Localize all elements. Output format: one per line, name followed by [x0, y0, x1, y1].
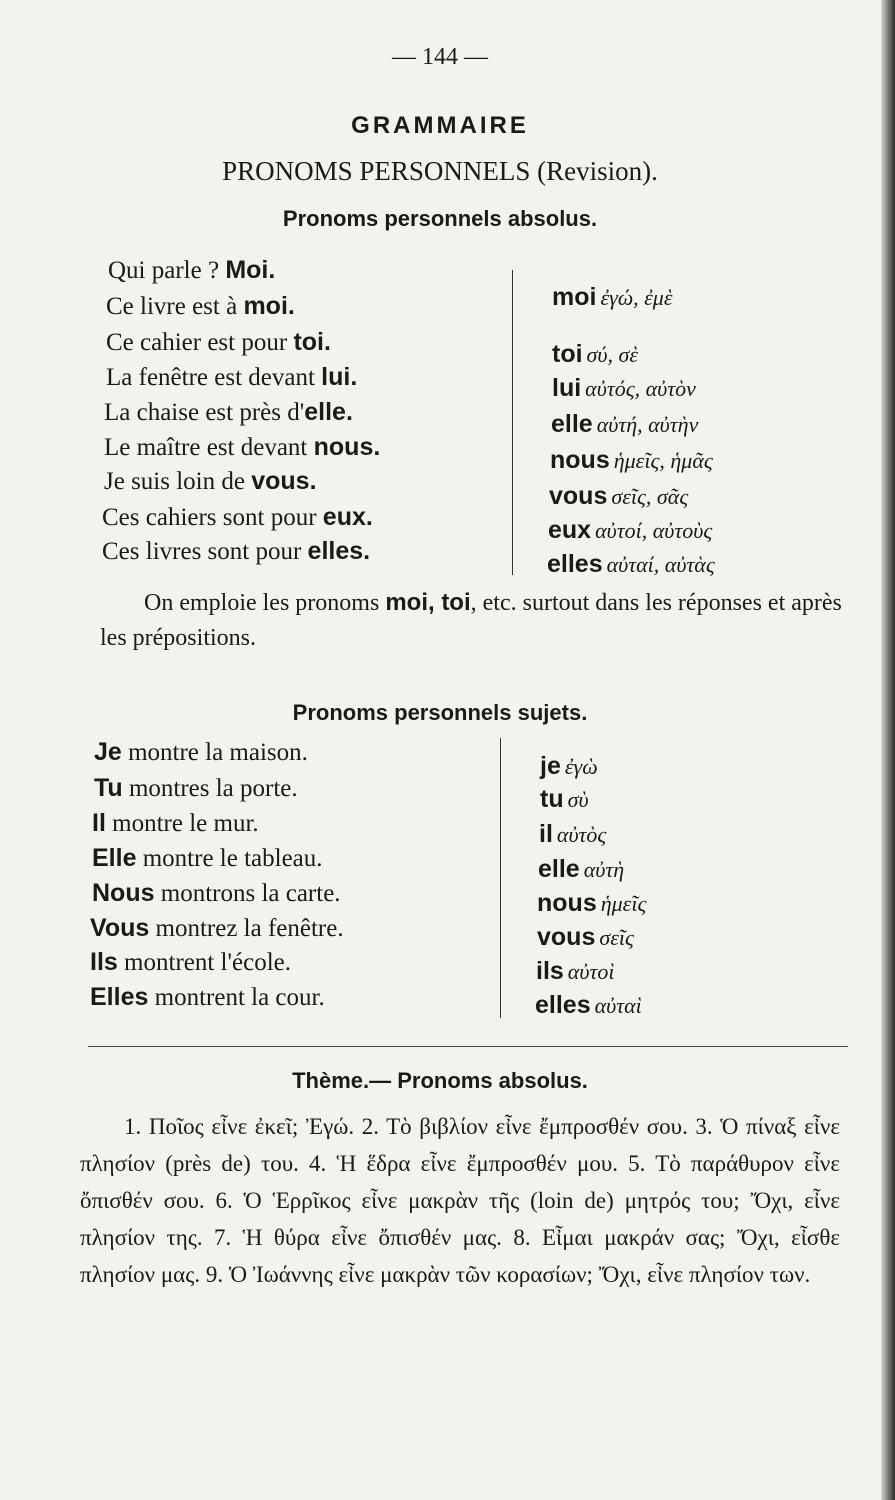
page-number: — 144 — — [392, 44, 488, 70]
pronoun-row: elles αὐταί, αὐτὰς — [547, 550, 715, 578]
theme-title: Thème.— Pronoms absolus. — [292, 1068, 588, 1093]
section1-title: Pronoms personnels absolus. — [282, 206, 598, 231]
sentence: Je suis loin de vous. — [104, 467, 317, 495]
sentence: Le maître est devant nous. — [104, 433, 381, 461]
page-edge — [881, 0, 895, 1500]
sentence: La fenêtre est devant lui. — [106, 363, 358, 391]
sentence: La chaise est près d'elle. — [104, 398, 353, 426]
usage-note: On emploie les pronoms moi, toi, etc. surtout dans les réponses et après les prépositions. — [100, 589, 842, 651]
sentence: Nous montrons la carte. — [92, 879, 341, 907]
pronoun-row: nous ἡμεῖς — [537, 889, 647, 917]
sentence: Ces livres sont pour elles. — [102, 537, 371, 565]
section2-title: Pronoms personnels sujets. — [292, 700, 588, 725]
sentence: Qui parle ? Moi. — [108, 256, 276, 284]
sentence: Ils montrent l'école. — [90, 948, 291, 976]
column-divider — [512, 270, 513, 575]
pronoun-row: moi ἐγώ, ἐμὲ — [552, 283, 673, 311]
theme-exercise: 1. Ποῖος εἶνε ἐκεῖ; Ἐγώ. 2. Τὸ βιβλίον εἶνε ἔμπροσθέν σου. 3. Ὁ πίναξ εἶνε πλησίον (près de) του. 4. Ἡ ἕδρα εἶνε ἔμπροσθέν μου. 5. Τὸ παράθυρον εἶνε ὄπισθέν σου. 6. Ὁ Ἑρρῖκος εἶνε μακρὰν τῆς (loin de) μητρός του; Ὄχι, εἶνε πλησίον της. 7. Ἡ θύρα εἶνε ὄπισθέν μας. 8. Εἶμαι μακράν σας; Ὄχι, εἶσθε πλησίον μας. 9. Ὁ Ἰωάννης εἶνε μακρὰν τῶν κορασίων; Ὄχι, εἶνε πλησίον των. — [80, 1114, 840, 1287]
sentence: Il montre le mur. — [92, 809, 259, 837]
pronoun-row: je ἐγὼ — [540, 752, 598, 780]
pronoun-row: tu σὺ — [540, 785, 589, 813]
sentence: Tu montres la porte. — [94, 774, 298, 802]
pronoun-row: elles αὐταὶ — [535, 991, 642, 1019]
sentence: Ce cahier est pour toi. — [106, 328, 331, 356]
sentence: Elle montre le tableau. — [92, 844, 323, 872]
lesson-title: PRONOMS PERSONNELS (Revision). — [222, 156, 658, 186]
sentence: Vous montrez la fenêtre. — [90, 914, 344, 942]
pronoun-row: il αὐτὸς — [539, 820, 607, 848]
column-divider — [500, 738, 501, 1018]
sentence: Ces cahiers sont pour eux. — [102, 503, 373, 531]
pronoun-row: vous σεῖς, σᾶς — [549, 482, 689, 510]
sentence: Je montre la maison. — [94, 738, 308, 766]
pronoun-row: nous ἡμεῖς, ἡμᾶς — [550, 446, 713, 474]
pronoun-row: eux αὐτοί, αὐτοὺς — [548, 516, 713, 544]
pronoun-row: lui αὐτός, αὐτὸν — [552, 374, 696, 402]
sentence: Elles montrent la cour. — [90, 983, 325, 1011]
pronoun-row: ils αὐτοὶ — [536, 957, 615, 985]
pronoun-row: toi σύ, σὲ — [552, 340, 639, 368]
sentence: Ce livre est à moi. — [106, 292, 295, 320]
section-heading: GRAMMAIRE — [351, 112, 529, 139]
pronoun-row: elle αὐτή, αὐτὴν — [551, 410, 699, 438]
pronoun-row: vous σεῖς — [537, 923, 634, 951]
pronoun-row: elle αὐτὴ — [538, 855, 625, 883]
divider-rule — [88, 1046, 848, 1047]
